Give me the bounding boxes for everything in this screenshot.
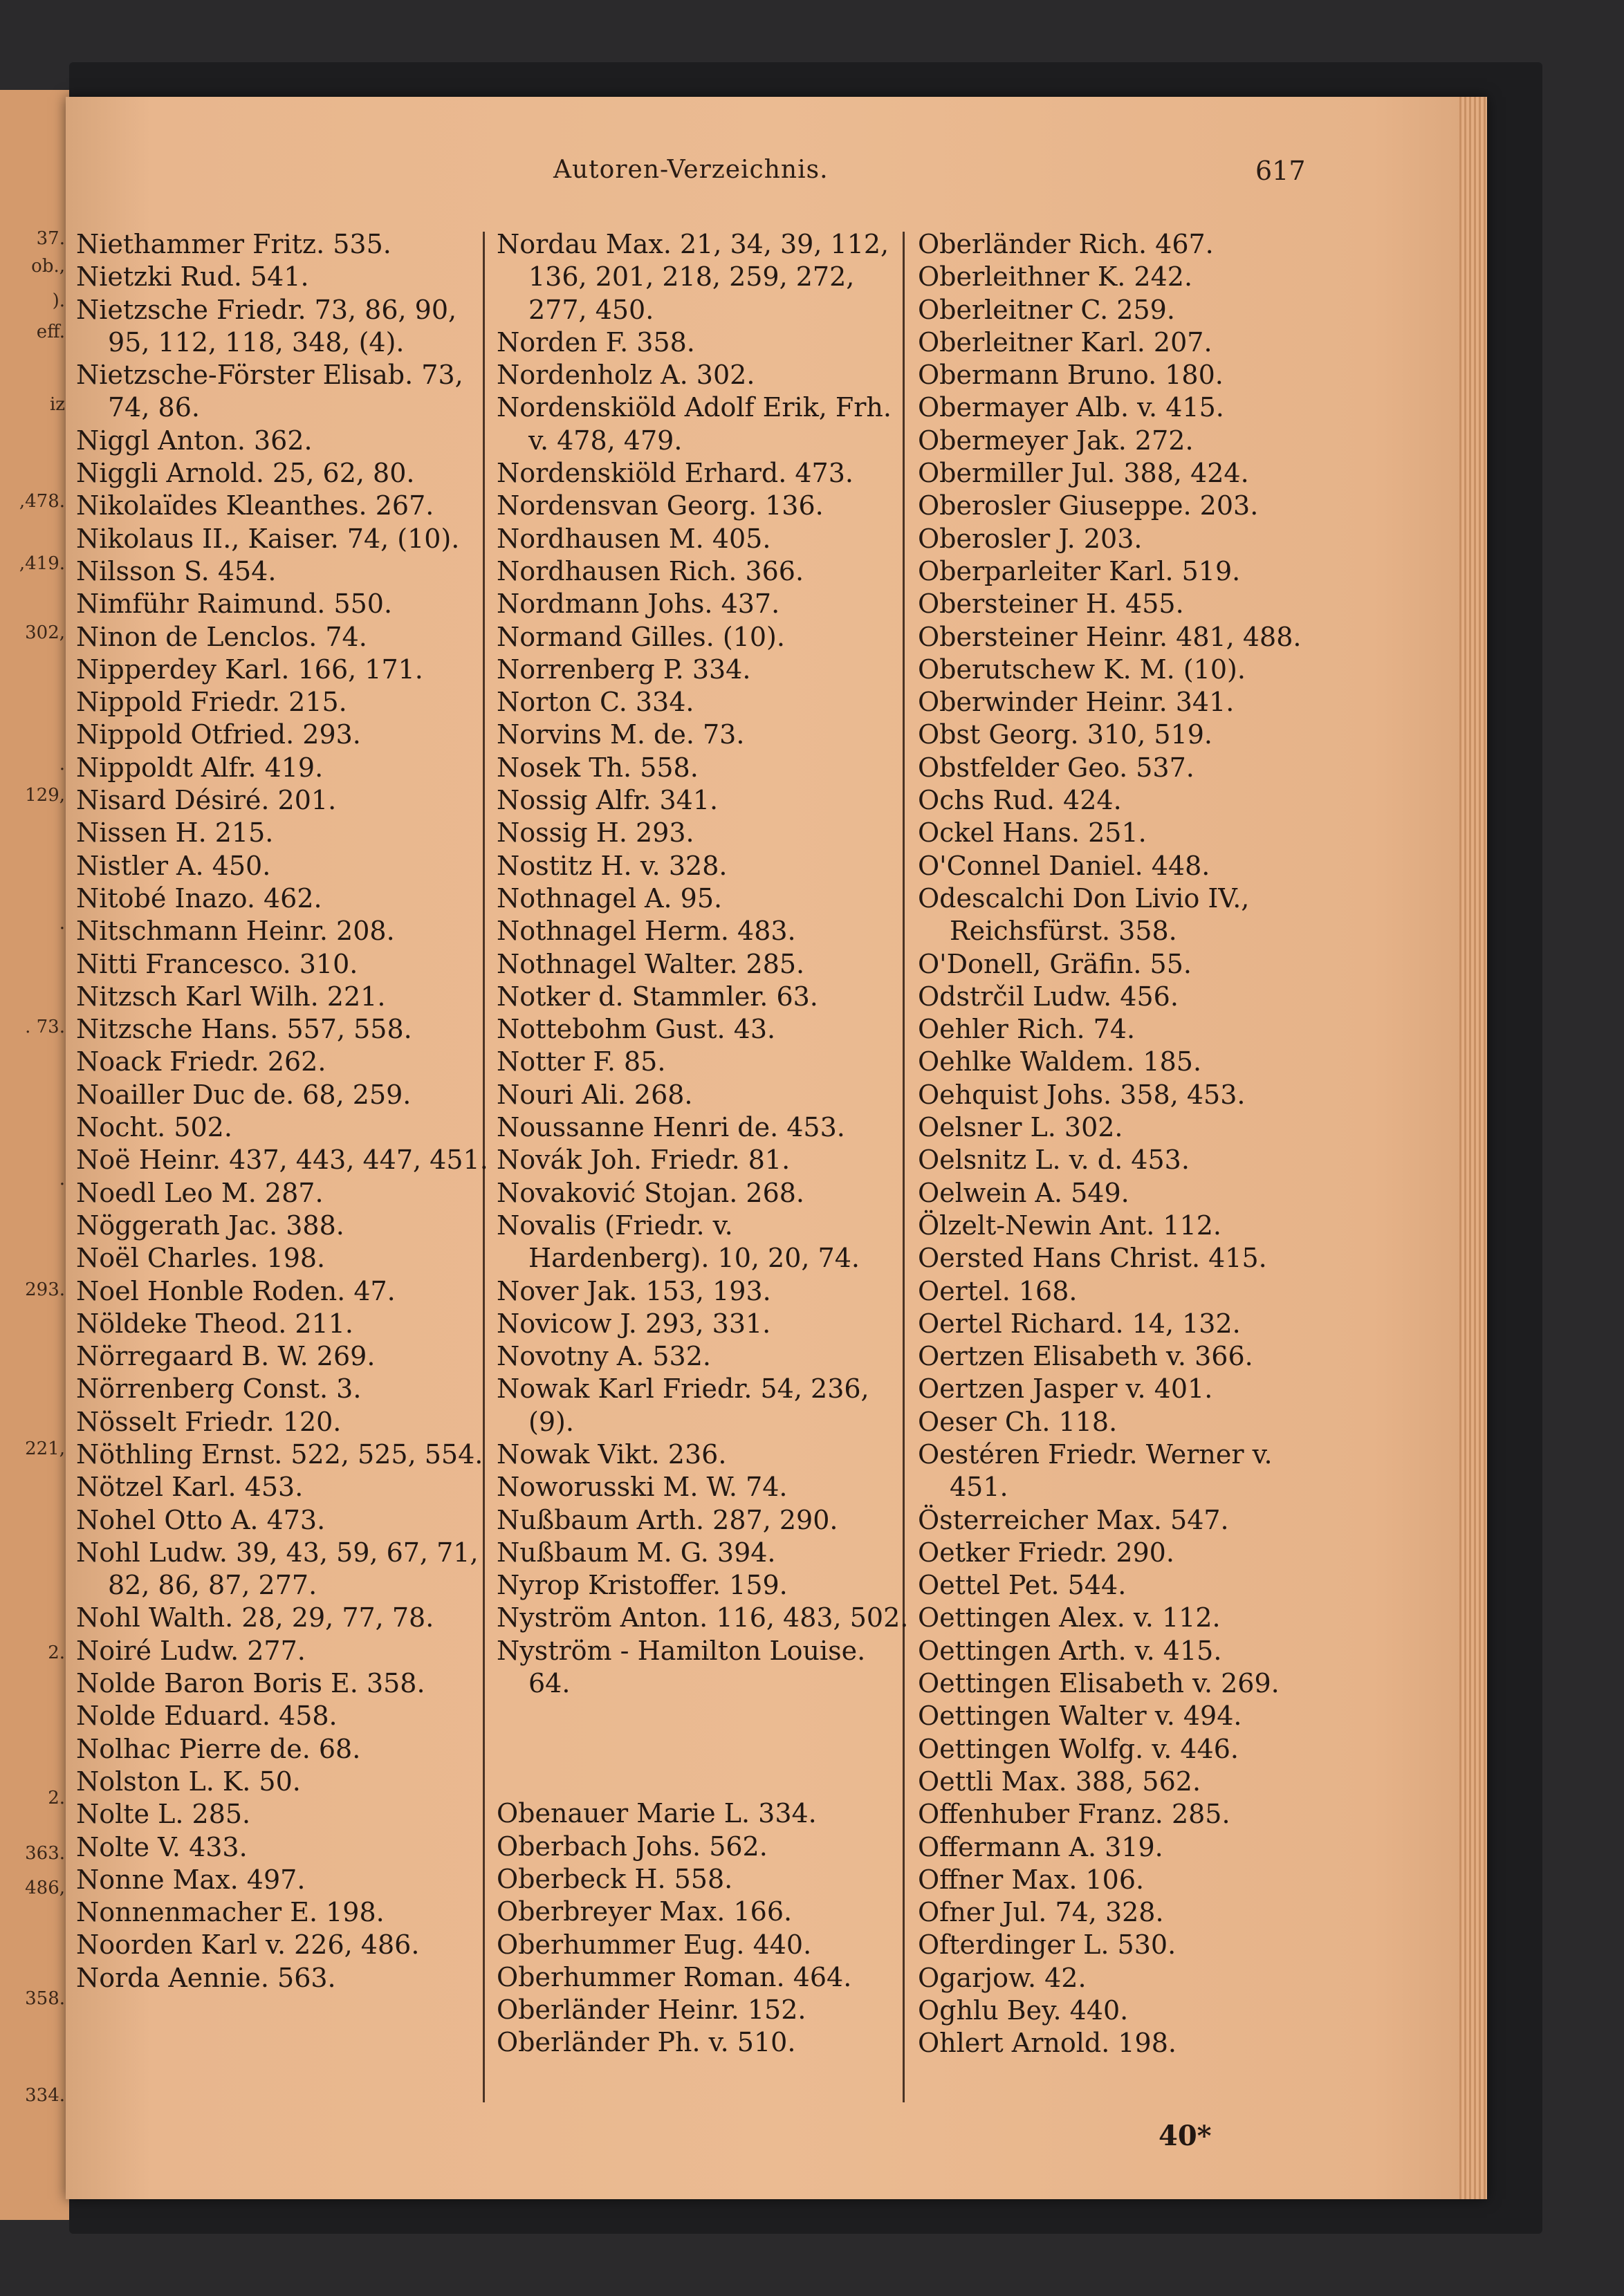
- index-entry: Odstrčil Ludw. 456.: [918, 981, 1179, 1012]
- index-entry: Oberbach Johs. 562.: [497, 1831, 768, 1862]
- index-entry: Oertzen Elisabeth v. 366.: [918, 1341, 1253, 1372]
- index-entry: Novák Joh. Friedr. 81.: [497, 1145, 791, 1176]
- index-entry: Nußbaum Arth. 287, 290.: [497, 1504, 838, 1535]
- index-entry: Oettingen Arth. v. 415.: [918, 1635, 1222, 1666]
- index-entry: Notter F. 85.: [497, 1046, 666, 1077]
- index-entry: Nonnenmacher E. 198.: [76, 1897, 385, 1928]
- index-entry: Oelwein A. 549.: [918, 1177, 1129, 1208]
- index-entry: O'Donell, Gräfin. 55.: [918, 948, 1192, 979]
- page-stack-edge: [1459, 97, 1487, 2199]
- index-entry: Oettingen Walter v. 494.: [918, 1701, 1242, 1732]
- index-entry: Novicow J. 293, 331.: [497, 1308, 771, 1339]
- index-entry: Nietzki Rud. 541.: [76, 261, 309, 293]
- index-entry: Nohel Otto A. 473.: [76, 1504, 326, 1535]
- index-entry: Noworusski M. W. 74.: [497, 1472, 788, 1503]
- index-entry: Oehler Rich. 74.: [918, 1014, 1136, 1045]
- index-entry: Noailler Duc de. 68, 259.: [76, 1079, 412, 1110]
- prev-fragment: . 73.: [25, 1017, 65, 1037]
- index-entry: Nover Jak. 153, 193.: [497, 1275, 771, 1306]
- index-entry: Obstfelder Geo. 537.: [918, 752, 1194, 783]
- index-entry: Oberhummer Roman. 464.: [497, 1961, 852, 1992]
- running-header: Autoren-Verzeichnis.: [553, 156, 829, 184]
- index-entry: Oberwinder Heinr. 341.: [918, 687, 1235, 718]
- index-entry: Nisard Désiré. 201.: [76, 785, 337, 816]
- index-entry: Nilsson S. 454.: [76, 555, 277, 586]
- index-entry: Ogarjow. 42.: [918, 1962, 1087, 1993]
- index-entry: Oberbeck H. 558.: [497, 1863, 733, 1894]
- index-entry: Nösselt Friedr. 120.: [76, 1406, 342, 1437]
- index-entry: Oberparleiter Karl. 519.: [918, 555, 1241, 586]
- prev-fragment: 2.: [48, 1642, 65, 1663]
- index-entry: Noussanne Henri de. 453.: [497, 1112, 845, 1143]
- prev-fragment: iz: [49, 394, 65, 415]
- column-gap: [497, 1765, 912, 1797]
- index-entry: Oberhummer Eug. 440.: [497, 1929, 812, 1960]
- index-entry: Oelsnitz L. v. d. 453.: [918, 1145, 1190, 1176]
- index-entry: Nitobé Inazo. 462.: [76, 882, 322, 914]
- index-entry: Oehlke Waldem. 185.: [918, 1046, 1202, 1077]
- index-column-3: [918, 228, 1333, 2060]
- index-entry: Nonne Max. 497.: [76, 1864, 306, 1895]
- index-entry: Niggl Anton. 362.: [76, 425, 313, 456]
- index-entry: Noë Heinr. 437, 443, 447, 451.: [76, 1145, 488, 1176]
- index-entry: Norvins M. de. 73.: [497, 719, 745, 750]
- index-entry: Nußbaum M. G. 394.: [497, 1537, 776, 1568]
- index-entry: Ockel Hans. 251.: [918, 817, 1147, 849]
- index-entry: Nöldeke Theod. 211.: [76, 1308, 353, 1339]
- index-entry: Oelsner L. 302.: [918, 1112, 1123, 1143]
- index-entry: Ofterdinger L. 530.: [918, 1929, 1177, 1961]
- index-entry: Nordenskiöld Erhard. 473.: [497, 458, 853, 489]
- index-entry: Nörregaard B. W. 269.: [76, 1341, 376, 1372]
- index-entry: Nordenskiöld Adolf Erik, Frh. v. 478, 479.: [497, 392, 892, 456]
- index-entry: Nossig H. 293.: [497, 817, 694, 849]
- prev-fragment: ).: [52, 290, 65, 311]
- index-entry: Oersted Hans Christ. 415.: [918, 1243, 1267, 1274]
- index-entry: Oberbreyer Max. 166.: [497, 1896, 793, 1927]
- index-entry: Oertel. 168.: [918, 1275, 1078, 1306]
- index-entry: Notker d. Stammler. 63.: [497, 981, 818, 1012]
- index-entry: Nyström - Hamilton Louise. 64.: [497, 1635, 866, 1699]
- index-entry: Nippold Friedr. 215.: [76, 687, 347, 718]
- index-entry: Nyström Anton. 116, 483, 502.: [497, 1602, 909, 1633]
- index-entry: Nouri Ali. 268.: [497, 1079, 693, 1110]
- index-entry: Nöthling Ernst. 522, 525, 554.: [76, 1438, 483, 1470]
- index-entry: Norden F. 358.: [497, 326, 695, 358]
- index-entry: Nordenholz A. 302.: [497, 360, 755, 391]
- column-gap: [497, 1700, 912, 1732]
- index-entry: Nocht. 502.: [76, 1112, 232, 1143]
- index-entry: Nietzsche Friedr. 73, 86, 90, 95, 112, 118, 348, (4).: [76, 294, 457, 358]
- index-entry: Nimführ Raimund. 550.: [76, 589, 393, 620]
- index-entry: Niggli Arnold. 25, 62, 80.: [76, 458, 415, 489]
- index-entry: Oehquist Johs. 358, 453.: [918, 1079, 1246, 1110]
- index-entry: Nordau Max. 21, 34, 39, 112, 136, 201, 218, 259, 272, 277, 450.: [497, 229, 889, 325]
- index-entry: Nothnagel A. 95.: [497, 882, 723, 914]
- index-entry: Norrenberg P. 334.: [497, 654, 751, 685]
- index-entry: Nietzsche-Förster Elisab. 73, 74, 86.: [76, 360, 463, 423]
- index-entry: Oberleithner K. 242.: [918, 261, 1193, 293]
- index-entry: Noedl Leo M. 287.: [76, 1177, 324, 1208]
- index-entry: Nottebohm Gust. 43.: [497, 1014, 776, 1045]
- index-entry: Nörrenberg Const. 3.: [76, 1373, 362, 1405]
- index-entry: Oberutschew K. M. (10).: [918, 654, 1246, 685]
- index-entry: Obermeyer Jak. 272.: [918, 425, 1194, 456]
- index-entry: Obenauer Marie L. 334.: [497, 1798, 817, 1829]
- index-entry: Nothnagel Herm. 483.: [497, 916, 796, 947]
- prev-fragment: 486,: [25, 1878, 65, 1898]
- prev-fragment: 37.: [36, 228, 65, 249]
- index-entry: Oettel Pet. 544.: [918, 1570, 1127, 1601]
- index-entry: Nolte L. 285.: [76, 1799, 251, 1830]
- index-entry: Offermann A. 319.: [918, 1831, 1163, 1862]
- index-entry: Nitzsch Karl Wilh. 221.: [76, 981, 386, 1012]
- index-entry: Ölzelt-Newin Ant. 112.: [918, 1210, 1222, 1241]
- index-entry: Oberleitner C. 259.: [918, 294, 1175, 325]
- prev-fragment: eff.: [36, 322, 65, 342]
- prev-fragment: 293.: [25, 1279, 65, 1300]
- index-entry: Normand Gilles. (10).: [497, 621, 785, 652]
- signature-mark: 40*: [1159, 2120, 1212, 2152]
- index-entry: O'Connel Daniel. 448.: [918, 850, 1210, 881]
- index-entry: Oettingen Elisabeth v. 269.: [918, 1668, 1280, 1699]
- index-entry: Nolde Baron Boris E. 358.: [76, 1668, 425, 1699]
- index-entry: Oberländer Heinr. 152.: [497, 1994, 806, 2026]
- index-entry: Oberosler J. 203.: [918, 523, 1143, 554]
- index-entry: Ofner Jul. 74, 328.: [918, 1897, 1164, 1928]
- index-entry: Nippold Otfried. 293.: [76, 719, 361, 750]
- index-entry: Offner Max. 106.: [918, 1864, 1145, 1895]
- index-entry: Noel Honble Roden. 47.: [76, 1275, 396, 1306]
- index-entry: Nolte V. 433.: [76, 1831, 248, 1862]
- index-entry: Noiré Ludw. 277.: [76, 1635, 306, 1666]
- index-entry: Nissen H. 215.: [76, 817, 274, 849]
- prev-fragment: .: [59, 1169, 65, 1189]
- index-entry: Ninon de Lenclos. 74.: [76, 621, 367, 652]
- index-entry: Nikolaus II., Kaiser. 74, (10).: [76, 523, 460, 554]
- index-entry: Oberländer Rich. 467.: [918, 229, 1214, 259]
- index-entry: Norda Aennie. 563.: [76, 1962, 336, 1993]
- prev-fragment: ,419.: [19, 553, 65, 574]
- prev-fragment: 2.: [48, 1788, 65, 1808]
- prev-fragment: .: [59, 913, 65, 934]
- index-entry: Oettli Max. 388, 562.: [918, 1766, 1201, 1797]
- index-column-2: [497, 228, 912, 2059]
- index-entry: Nohl Walth. 28, 29, 77, 78.: [76, 1602, 434, 1633]
- index-entry: Obersteiner H. 455.: [918, 589, 1184, 620]
- index-entry: Nordhausen M. 405.: [497, 523, 771, 554]
- prev-fragment: 129,: [25, 785, 65, 806]
- index-entry: Nosek Th. 558.: [497, 752, 699, 783]
- index-entry: Nistler A. 450.: [76, 850, 271, 881]
- index-entry: Oestéren Friedr. Werner v. 451.: [918, 1438, 1273, 1503]
- column-gap: [497, 1732, 912, 1765]
- index-entry: Noël Charles. 198.: [76, 1243, 326, 1274]
- index-entry: Oberländer Ph. v. 510.: [497, 2027, 796, 2058]
- prev-fragment: .: [59, 754, 65, 775]
- index-entry: Oberosler Giuseppe. 203.: [918, 490, 1259, 521]
- prev-fragment: 302,: [25, 622, 65, 643]
- index-entry: Oeser Ch. 118.: [918, 1406, 1118, 1437]
- index-column-1: [76, 228, 491, 1994]
- index-entry: Odescalchi Don Livio IV., Reichsfürst. 358.: [918, 882, 1250, 947]
- index-entry: Nippoldt Alfr. 419.: [76, 752, 324, 783]
- prev-fragment: ob.,: [31, 256, 65, 277]
- index-entry: Obersteiner Heinr. 481, 488.: [918, 621, 1302, 652]
- index-entry: Nöggerath Jac. 388.: [76, 1210, 344, 1241]
- index-entry: Nolde Eduard. 458.: [76, 1701, 338, 1732]
- index-entry: Nossig Alfr. 341.: [497, 785, 719, 816]
- index-entry: Novalis (Friedr. v. Hardenberg). 10, 20, 74.: [497, 1210, 860, 1274]
- index-entry: Nohl Ludw. 39, 43, 59, 67, 71, 82, 86, 87, 277.: [76, 1537, 479, 1601]
- index-entry: Nötzel Karl. 453.: [76, 1472, 304, 1503]
- index-entry: Nipperdey Karl. 166, 171.: [76, 654, 423, 685]
- index-entry: Ohlert Arnold. 198.: [918, 2028, 1177, 2059]
- index-entry: Nostitz H. v. 328.: [497, 850, 728, 881]
- index-entry: Noorden Karl v. 226, 486.: [76, 1929, 420, 1961]
- index-entry: Obermann Bruno. 180.: [918, 360, 1224, 391]
- index-entry: Nyrop Kristoffer. 159.: [497, 1570, 788, 1601]
- index-entry: Novotny A. 532.: [497, 1341, 711, 1372]
- prev-fragment: 358.: [25, 1988, 65, 2009]
- index-entry: Novaković Stojan. 268.: [497, 1177, 804, 1208]
- index-entry: Obermiller Jul. 388, 424.: [918, 458, 1249, 489]
- index-entry: Oetker Friedr. 290.: [918, 1537, 1174, 1568]
- index-entry: Oghlu Bey. 440.: [918, 1995, 1129, 2026]
- prev-fragment: 334.: [25, 2085, 65, 2106]
- index-entry: Oertzen Jasper v. 401.: [918, 1373, 1213, 1405]
- index-entry: Oettingen Alex. v. 112.: [918, 1602, 1221, 1633]
- index-entry: Offenhuber Franz. 285.: [918, 1799, 1230, 1830]
- index-entry: Nolhac Pierre de. 68.: [76, 1733, 361, 1764]
- index-entry: Nitti Francesco. 310.: [76, 948, 358, 979]
- index-entry: Nowak Karl Friedr. 54, 236, (9).: [497, 1373, 869, 1437]
- previous-page-edge: [0, 90, 69, 2220]
- index-entry: Nowak Vikt. 236.: [497, 1438, 727, 1470]
- index-entry: Oberleitner Karl. 207.: [918, 326, 1212, 358]
- index-entry: Norton C. 334.: [497, 687, 694, 718]
- page-number: 617: [1255, 156, 1306, 186]
- prev-fragment: 363.: [25, 1843, 65, 1864]
- index-entry: Oettingen Wolfg. v. 446.: [918, 1733, 1239, 1764]
- index-entry: Nordmann Johs. 437.: [497, 589, 780, 620]
- index-entry: Nordhausen Rich. 366.: [497, 555, 804, 586]
- prev-fragment: 221,: [25, 1438, 65, 1459]
- index-entry: Obst Georg. 310, 519.: [918, 719, 1212, 750]
- index-entry: Österreicher Max. 547.: [918, 1504, 1229, 1535]
- prev-fragment: ,478.: [19, 491, 65, 512]
- index-entry: Nitzsche Hans. 557, 558.: [76, 1014, 412, 1045]
- index-entry: Nolston L. K. 50.: [76, 1766, 301, 1797]
- index-entry: Niethammer Fritz. 535.: [76, 229, 391, 259]
- index-entry: Nordensvan Georg. 136.: [497, 490, 824, 521]
- index-entry: Oertel Richard. 14, 132.: [918, 1308, 1241, 1339]
- index-entry: Ochs Rud. 424.: [918, 785, 1122, 816]
- index-entry: Nikolaïdes Kleanthes. 267.: [76, 490, 434, 521]
- index-entry: Noack Friedr. 262.: [76, 1046, 326, 1077]
- index-entry: Nitschmann Heinr. 208.: [76, 916, 395, 947]
- index-entry: Nothnagel Walter. 285.: [497, 948, 805, 979]
- index-entry: Obermayer Alb. v. 415.: [918, 392, 1224, 423]
